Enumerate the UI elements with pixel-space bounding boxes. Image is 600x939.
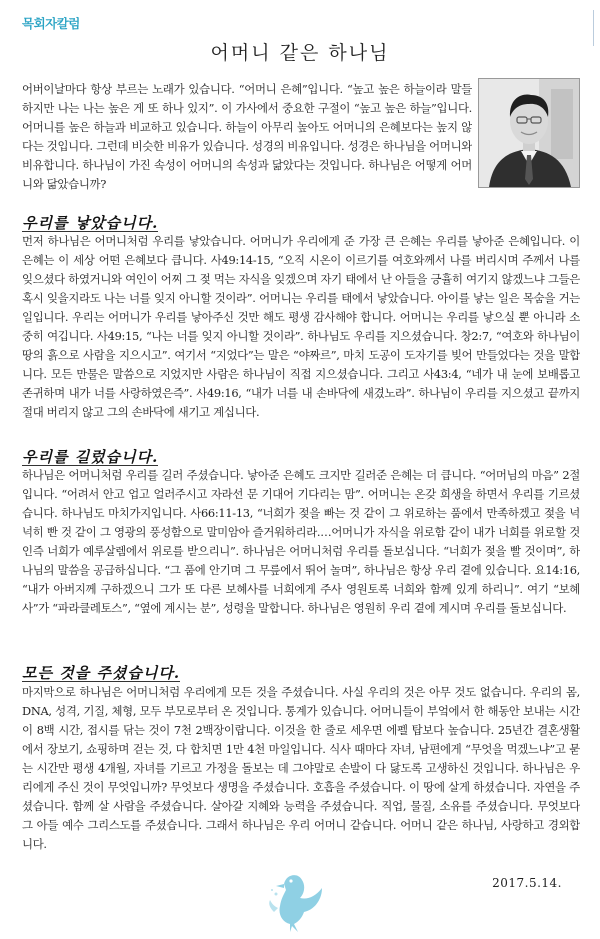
section-text-3: 마지막으로 하나님은 어머니처럼 우리에게 모든 것을 주셨습니다. 사실 우리의 것은 아무 것도 없습니다. 우리의 몸, DNA, 성격, 기질, 체형, 모두 부모로부터 온 것입니다. 통계가 있습니다. 어머니들이 부엌에서 한 해동안 보내는 시간이 8백 시간, 접시를 닦는 것이 7천 2백장이랍니다. 이것을 한 줄로 세우면 에펠 탑보다 높습니다. 25년간 결혼생활에서 장보기, 쇼핑하며 걷는 것, 다 합치면 1만 4천 마일입니다. 식사 때마다 자녀, 남편에게 “무엇을 먹겠느냐”고 묻는 시간만 평생 4개월, 자녀를 기르고 가정을 돌보는 데 그야말로 손발이 다 닳도록 고생하신 것입니다. 하나님은 우리에게 주신 것이 무엇입니까? 무엇보다 생명을 주셨습니다. 호흡을 주셨습니다. 이 땅에 살게 하셨습니다. 자연을 주셨습니다. 함께 살 사람을 주셨습니다. 살아갈 지혜와 능력을 주셨습니다. 직업, 물질, 소유를 주셨습니다. 무엇보다 그 아들 예수 그리스도를 주셨습니다. 그래서 하나님은 우리 어머니 같습니다. 어머니 같은 하나님, 사랑하고 경외합니다. [22, 685, 580, 851]
bird-icon [264, 866, 328, 934]
publication-date: 2017.5.14. [492, 876, 562, 890]
section-heading-1: 우리를 낳았습니다. [22, 214, 159, 232]
column-label: 목회자칼럼 [22, 16, 80, 31]
section-text-2: 하나님은 어머니처럼 우리를 길러 주셨습니다. 낳아준 은혜도 크지만 길러준 은혜는 더 큽니다. “어머님의 마음” 2절입니다. “어려서 안고 업고 얼러주시고 자라선 문 기대어 기다리는 맘”. 어머니는 온갖 희생을 하면서 우리를 기르셨습니다. 하나님도 마치가지입니다. 사66:11-13, “너희가 젖을 빠는 것 같이 그 위로하는 품에서 만족하겠고 젖을 넉넉히 빤 것 같이 그 영광의 풍성함으로 말미암아 즐거워하리라.…어머니가 자식을 위로함 같이 내가 너희를 위로할 것인즉 너희가 예루살렘에서 위로를 받으리니”. 하나님은 어머니처럼 우리를 돌보십니다. “너희가 젖을 빨 것이며”, 하나님의 말씀을 공급하십니다. “그 품에 안기며 그 무릎에서 뛰어 놀며”, 하나님은 항상 우리 곁에 있습니다. 요14:16, “내가 아버지께 구하겠으니 그가 또 다른 보혜사를 너희에게 주사 영원토록 너희와 함께 있게 하리니”. 여기 “보혜사”가 “파라클레토스”, “옆에 계시는 분”, 성령을 말합니다. 하나님은 영원히 우리 곁에 계시며 우리를 돌보십니다. [22, 468, 580, 615]
intro-paragraph: 어버이날마다 항상 부르는 노래가 있습니다. “어머니 은혜”입니다. “높고 높은 하늘이라 말들 하지만 나는 나는 높은 게 또 하나 있지”. 이 가사에서 중요한 구절이 “높고 높은 하늘”입니다. 어머니를 높은 하늘과 비교하고 있습니다. 하늘이 아무리 높아도 어머니의 은혜보다는 높지 않다는 것입니다. 그런데 비슷한 비유가 있습니다. 성경의 비유입니다. 성경은 하나님을 어머니와 비유합니다. 하나님이 가진 속성이 어머니의 속성과 닮았다는 것입니다. 하나님은 어떻게 어머니와 닮았습니까? [22, 82, 472, 191]
pastor-photo [478, 78, 580, 188]
page-title: 어머니 같은 하나님 [210, 42, 390, 64]
section-heading-3: 모든 것을 주셨습니다. [22, 664, 181, 682]
section-text-1: 먼저 하나님은 어머니처럼 우리를 낳았습니다. 어머니가 우리에게 준 가장 큰 은혜는 우리를 낳아준 은혜입니다. 이 은혜는 이 세상 어떤 은혜보다 큽니다. 사49:14-15, “오직 시온이 이르기를 여호와께서 나를 버리시며 주께서 나를 잊으셨다 하였거니와 여인이 어찌 그 젖 먹는 자식을 잊겠으며 자기 태에서 난 아들을 긍휼히 여기지 않겠느냐 그들은 혹시 잊을지라도 나는 너를 잊지 아니할 것이라”. 어머니는 우리를 태에서 낳았습니다. 아이를 낳는 일은 목숨을 거는 일입니다. 우리는 어머니가 우리를 낳아주신 것만 해도 평생 감사해야 합니다. 어머니는 우리를 낳으실 뿐 아니라 소중히 여깁니다. 사49:15, “나는 너를 잊지 아니할 것이라”. 하나님도 우리를 지으셨습니다. 창2:7, “여호와 하나님이 땅의 흙으로 사람을 지으시고”. 여기서 “지었다”는 말은 “야짜르”, 마치 도공이 도자기를 빚어 만들었다는 것을 말합니다. 모든 만물은 말씀으로 지었지만 사람은 하나님이 직접 지으셨습니다. 그리고 사43:4, “네가 내 눈에 보배롭고 존귀하며 내가 너를 사랑하였은즉”. 사49:16, “내가 너를 내 손바닥에 새겼노라”. 하나님이 우리를 지으셨고 끝까지 절대 버리지 않고 그의 손바닥에 새기고 계십니다. [22, 234, 580, 419]
section-heading-2: 우리를 길렀습니다. [22, 448, 159, 466]
